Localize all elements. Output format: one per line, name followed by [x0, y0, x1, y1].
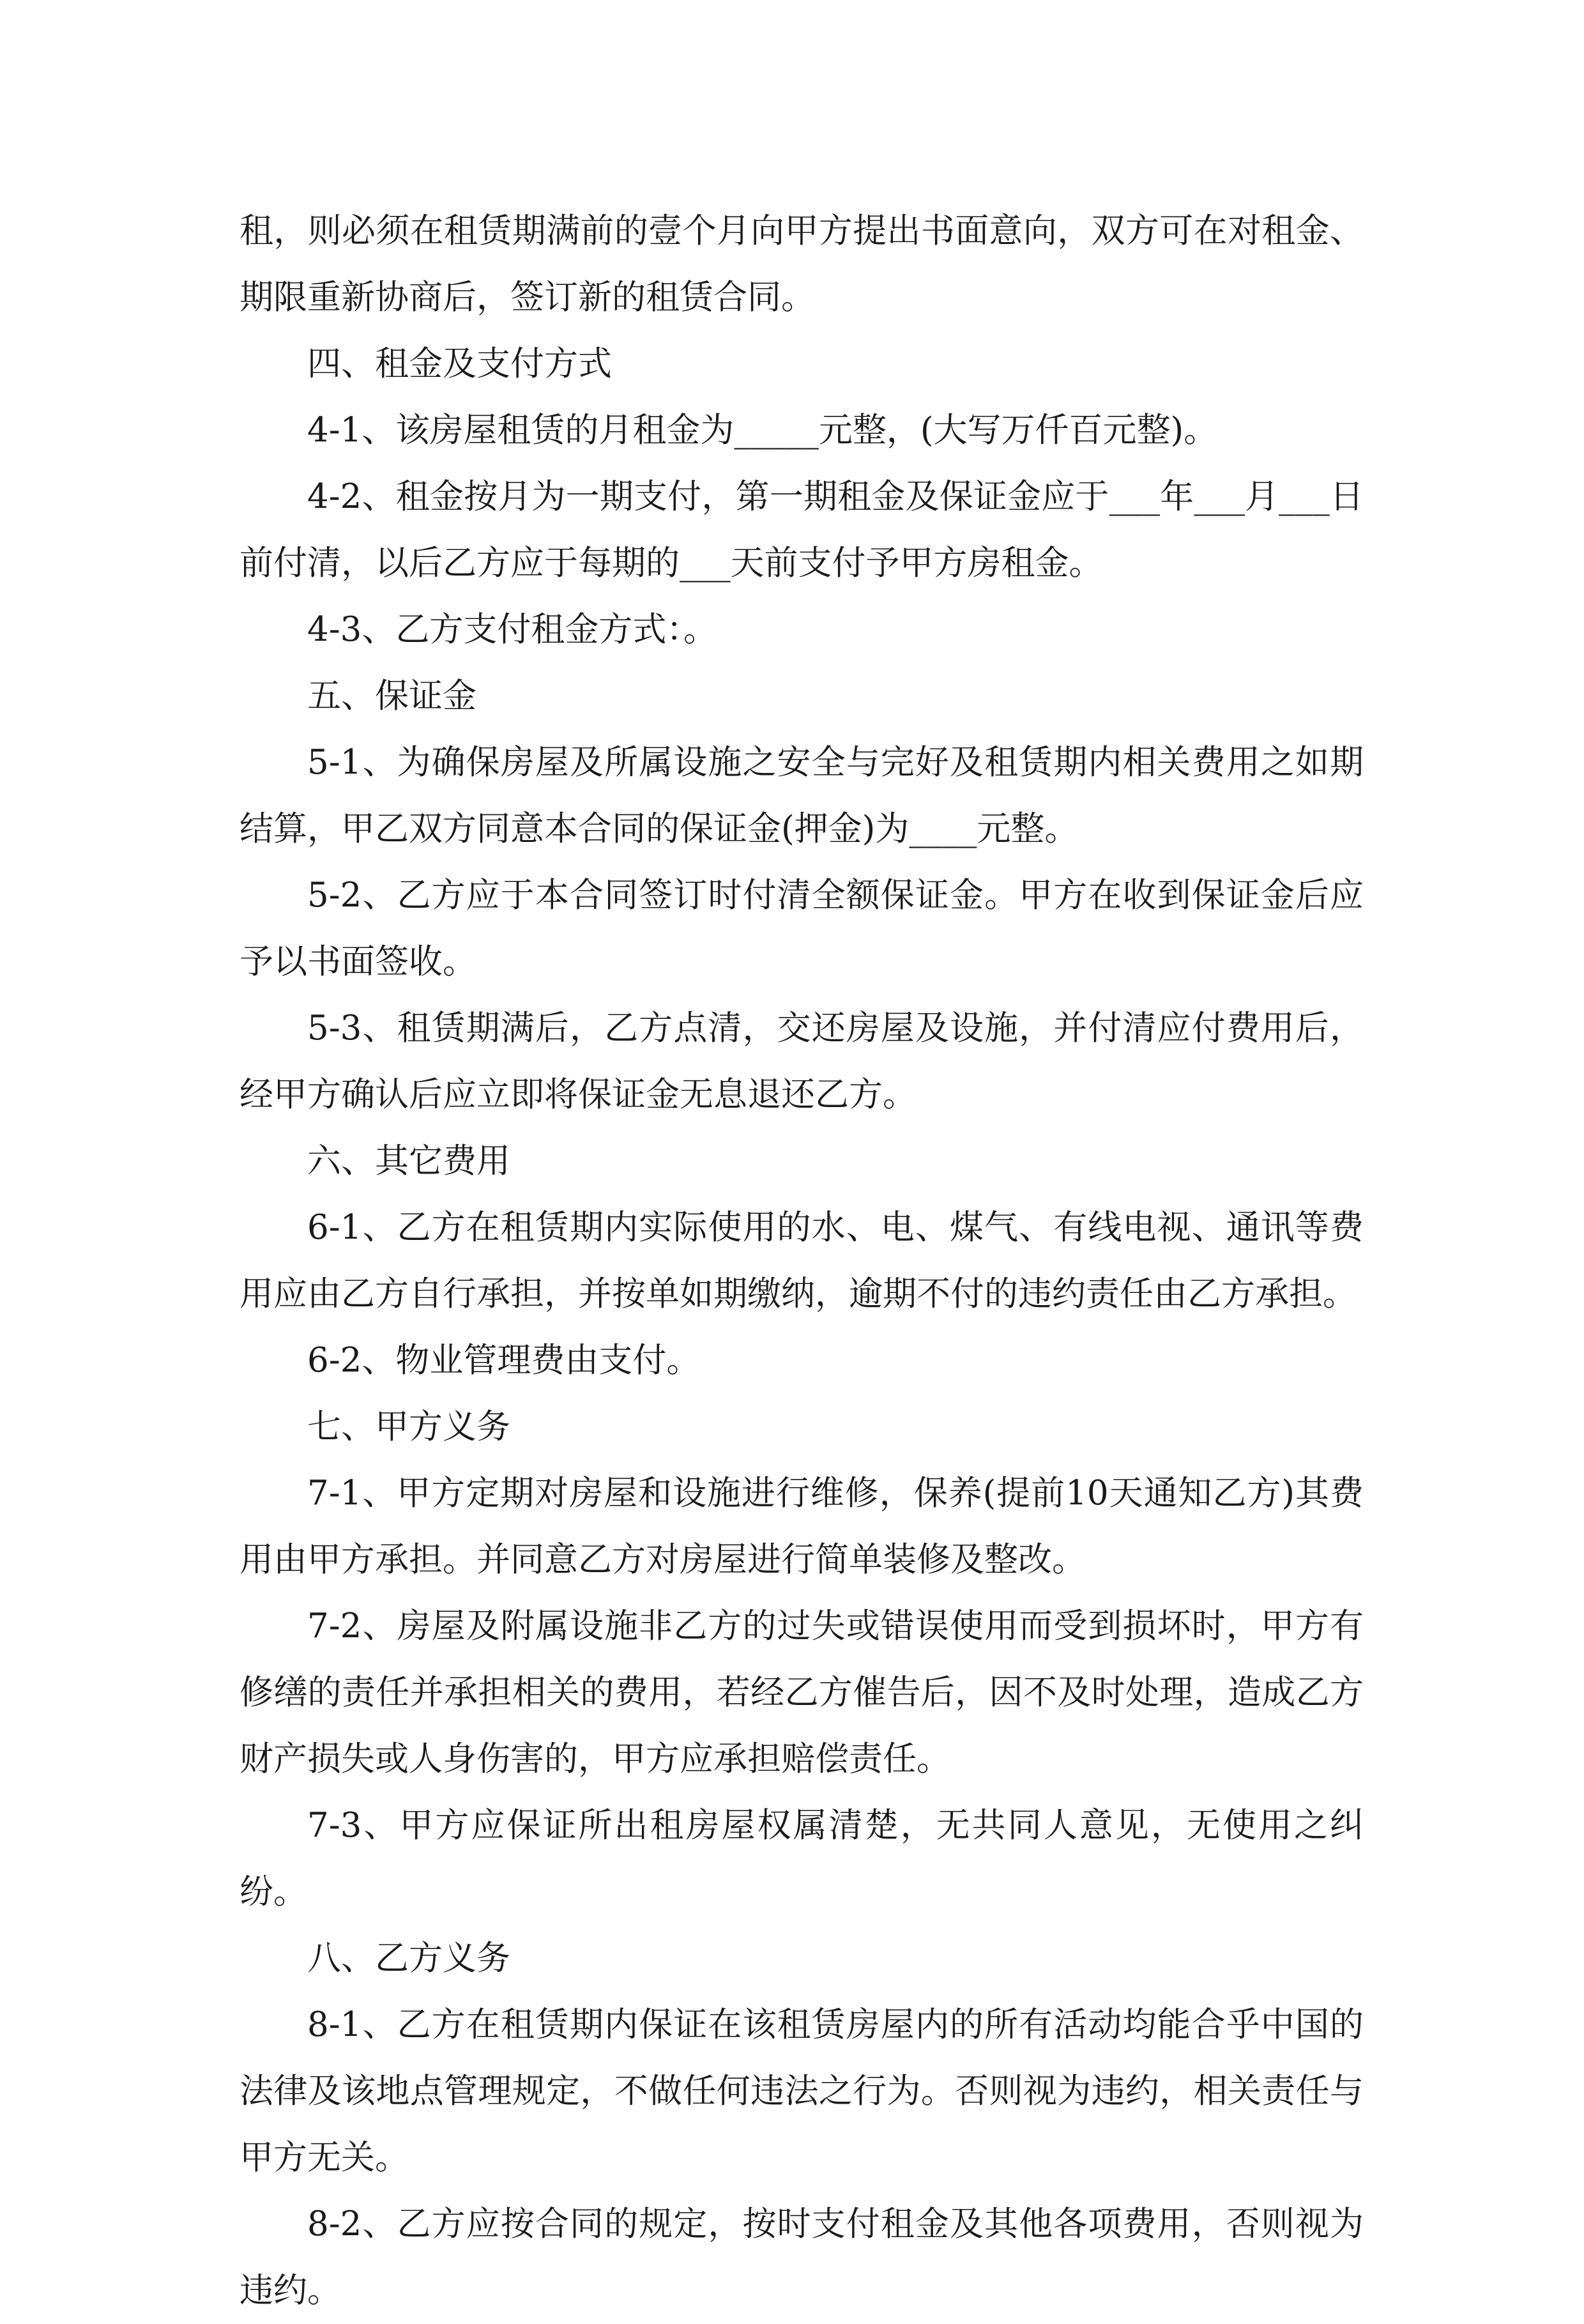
section-heading-6: 六、其它费用	[307, 1142, 510, 1181]
section-heading-4: 四、租金及支付方式	[307, 344, 612, 383]
clause-5-1: 5-1、为确保房屋及所属设施之安全与完好及租赁期内相关费用之如期结算，甲乙双方同意本合同的保证金(押金)为____元整。	[240, 743, 1364, 848]
clause-6-1: 6-1、乙方在租赁期内实际使用的水、电、煤气、有线电视、通讯等费用应由乙方自行承担，并按单如期缴纳，逾期不付的违约责任由乙方承担。	[240, 1208, 1364, 1313]
section-heading-8: 八、乙方义务	[307, 1939, 510, 1978]
clause-7-2: 7-2、房屋及附属设施非乙方的过失或错误使用而受到损坏时，甲方有修缮的责任并承担相关的费用，若经乙方催告后，因不及时处理，造成乙方财产损失或人身伤害的，甲方应承担赔偿责任。	[240, 1607, 1364, 1778]
section-heading-5: 五、保证金	[307, 677, 476, 715]
paragraph-continuation: 租，则必须在租赁期满前的壹个月向甲方提出书面意向，双方可在对租金、期限重新协商后，签订新的租赁合同。	[240, 211, 1364, 317]
clause-5-3: 5-3、租赁期满后，乙方点清，交还房屋及设施，并付清应付费用后，经甲方确认后应立即将保证金无息退还乙方。	[240, 1009, 1364, 1114]
clause-5-2: 5-2、乙方应于本合同签订时付清全额保证金。甲方在收到保证金后应予以书面签收。	[240, 876, 1364, 981]
document-body	[240, 198, 1364, 2324]
section-heading-7: 七、甲方义务	[307, 1407, 510, 1446]
clause-4-1: 4-1、该房屋租赁的月租金为_____元整，(大写万仟百元整)。	[307, 411, 1218, 450]
clause-4-2: 4-2、租金按月为一期支付，第一期租金及保证金应于___年___月___日前付清，以后乙方应于每期的___天前支付予甲方房租金。	[240, 477, 1364, 583]
clause-7-3: 7-3、甲方应保证所出租房屋权属清楚，无共同人意见，无使用之纠纷。	[240, 1806, 1364, 1911]
clause-6-2: 6-2、物业管理费由支付。	[307, 1341, 701, 1380]
clause-8-2: 8-2、乙方应按合同的规定，按时支付租金及其他各项费用，否则视为违约。	[240, 2205, 1364, 2310]
clause-4-3: 4-3、乙方支付租金方式：。	[307, 610, 717, 649]
clause-8-1: 8-1、乙方在租赁期内保证在该租赁房屋内的所有活动均能合乎中国的法律及该地点管理规定，不做任何违法之行为。否则视为违约，相关责任与甲方无关。	[240, 2005, 1364, 2177]
clause-7-1: 7-1、甲方定期对房屋和设施进行维修，保养(提前10天通知乙方)其费用由甲方承担。并同意乙方对房屋进行简单装修及整改。	[240, 1474, 1364, 1579]
